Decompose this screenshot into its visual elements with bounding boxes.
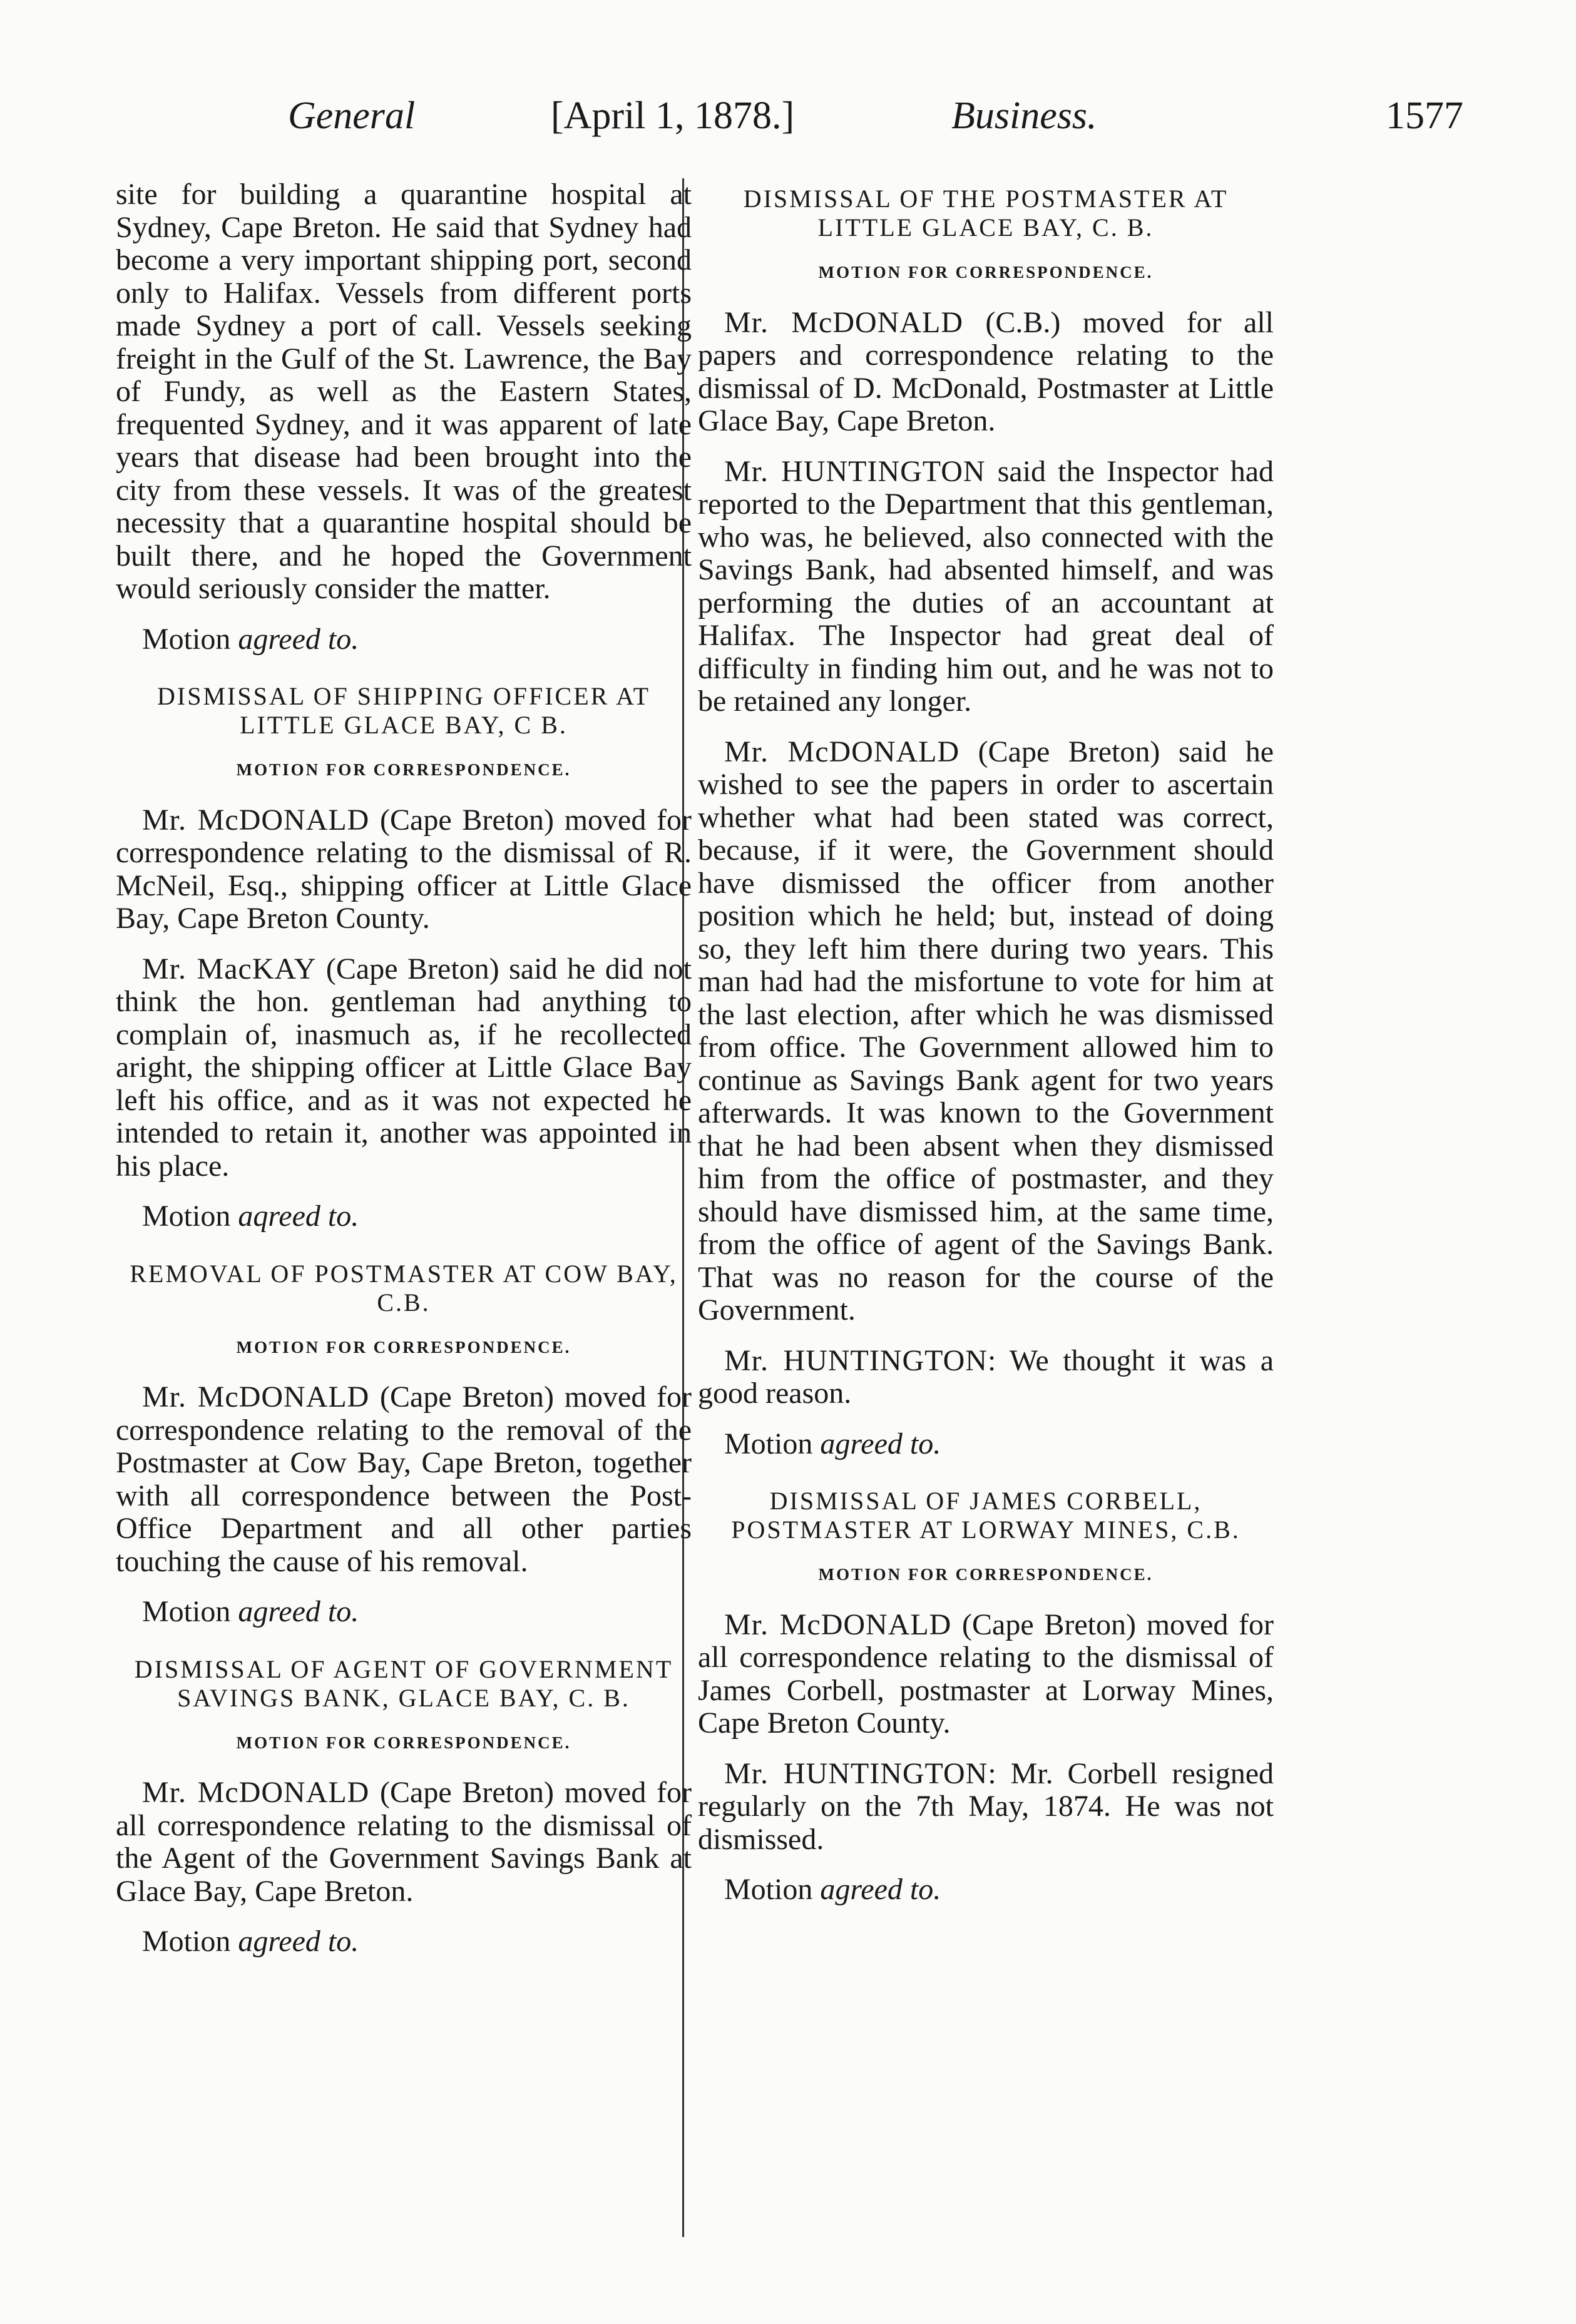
- section-title: DISMISSAL OF JAMES CORBELL, POSTMASTER AT LORWAY MINES, C.B.: [731, 1487, 1241, 1544]
- speech-text: (C.B.) moved for all papers and correspondence relating to the dismissal of D. McDonald, Postmaster at Little Glace Bay, Cape Breton.: [698, 305, 1274, 437]
- speech-text: said the Inspector had reported to the Department that this gentleman, who was, he believed, also connected with the Savings Bank, had absented himself, and was performing the duties of an accountant at Halifax. The Inspector had great deal of difficulty in finding him out, and he was not to be retained any longer.: [698, 454, 1274, 718]
- motion-result: agreed to.: [238, 1595, 359, 1628]
- section-subtitle: MOTION FOR CORRESPONDENCE.: [236, 760, 571, 779]
- motion-word: Motion: [724, 1873, 821, 1906]
- left-column: [116, 178, 692, 1985]
- motion-line: [698, 1428, 1274, 1461]
- speech-paragraph: [698, 736, 1274, 1327]
- speech-paragraph: [116, 1381, 692, 1578]
- speech-text: (Cape Breton) said he wished to see the papers in order to ascertain whether what had been stated was correct, because, if it were, the Government should have dismissed the officer from another position which he held; but, instead of doing so, they left him there during two years. This man had had the misfortune to vote for him at the last election, after which he was dismissed from office. The Government allowed him to continue as Savings Bank agent for two years afterwards. It was known to the Government that he had been absent when they dismissed him from the office of postmaster, and they should have dismissed him, at the same time, from the office of agent of the Savings Bank. That was no reason for the course of the Government.: [698, 735, 1274, 1327]
- speech-paragraph: [698, 1758, 1274, 1857]
- motion-result: aqreed to.: [238, 1200, 359, 1233]
- speech-text: (Cape Breton) moved for all correspondence relating to the dismissal of the Agent of the Government Savings Bank at Glace Bay, Cape Breton.: [116, 1776, 692, 1908]
- speech-paragraph: [116, 1776, 692, 1908]
- section-title: DISMISSAL OF THE POSTMASTER AT LITTLE GLACE BAY, C. B.: [743, 185, 1229, 242]
- speech-text: : We thought it was a good reason.: [698, 1343, 1274, 1410]
- speaker-name: Mr. HUNTINGTON: [724, 1756, 988, 1790]
- motion-word: Motion: [724, 1427, 821, 1460]
- section-subtitle: MOTION FOR CORRESPONDENCE.: [818, 1565, 1154, 1584]
- section-title: DISMISSAL OF SHIPPING OFFICER AT LITTLE GLACE BAY, C B.: [156, 682, 650, 739]
- header-right: Business.: [951, 94, 1097, 137]
- right-column: [698, 178, 1274, 1933]
- motion-word: Motion: [142, 1925, 238, 1958]
- motion-result: agreed to.: [238, 1925, 359, 1958]
- speech-text: (Cape Breton) moved for all correspondence relating to the dismissal of James Corbell, postmaster at Lorway Mines, Cape Breton County.: [698, 1608, 1274, 1740]
- motion-word: Motion: [142, 1595, 238, 1628]
- motion-line: [698, 1873, 1274, 1907]
- section-subtitle: MOTION FOR CORRESPONDENCE.: [236, 1733, 571, 1752]
- section-subtitle: MOTION FOR CORRESPONDENCE.: [818, 263, 1154, 282]
- speech-paragraph: [116, 804, 692, 935]
- speaker-name: Mr. McDONALD: [724, 1608, 952, 1641]
- speaker-name: Mr. HUNTINGTON: [724, 1343, 988, 1377]
- motion-word: Motion: [142, 622, 238, 656]
- speech-paragraph: [698, 456, 1274, 718]
- header-left: General: [288, 94, 416, 137]
- speech-paragraph: [698, 1345, 1274, 1410]
- speaker-name: Mr. McDONALD: [142, 1776, 370, 1809]
- speech-paragraph: [698, 1609, 1274, 1740]
- motion-result: agreed to.: [820, 1873, 941, 1906]
- header-date: [April 1, 1878.]: [551, 94, 795, 137]
- speaker-name: Mr. McDONALD: [724, 735, 960, 768]
- section-title: REMOVAL OF POSTMASTER AT COW BAY, C.B.: [130, 1259, 678, 1317]
- intro-paragraph: site for building a quarantine hospital at Sydney, Cape Breton. He said that Sydney had become a very important shipping port, second only to Halifax. Vessels from different ports made Sydney a port of call. Vessels seeking freight in the Gulf of the St. Lawrence, the Bay of Fundy, as well as the Eastern States, frequented Sydney, and it was apparent of late years that disease had been brought into the city from these vessels. It was of the greatest necessity that a quarantine hospital should be built there, and he hoped the Government would seriously consider the matter.: [116, 178, 692, 605]
- page-header: [113, 94, 1463, 150]
- page-number: 1577: [1386, 94, 1463, 137]
- speech-text: (Cape Breton) moved for correspondence relating to the removal of the Postmaster at Cow Bay, Cape Breton, together with all correspondence between the Post-Office Department and all other parties touching the cause of his removal.: [116, 1380, 692, 1578]
- section-title: DISMISSAL OF AGENT OF GOVERNMENT SAVINGS BANK, GLACE BAY, C. B.: [134, 1654, 673, 1712]
- speech-paragraph: [116, 953, 692, 1183]
- speaker-name: Mr. McDONALD: [142, 1380, 370, 1414]
- speaker-name: Mr. McDONALD: [142, 803, 370, 837]
- section-subtitle: MOTION FOR CORRESPONDENCE.: [236, 1337, 571, 1357]
- speech-paragraph: [698, 307, 1274, 438]
- speaker-name: Mr. HUNTINGTON: [724, 454, 986, 488]
- speech-text: (Cape Breton) moved for correspondence relating to the dismissal of R. McNeil, Esq., shipping officer at Little Glace Bay, Cape Breton County.: [116, 803, 692, 935]
- motion-result: agreed to.: [238, 622, 359, 656]
- speaker-name: Mr. McDONALD: [724, 305, 963, 339]
- motion-line: [116, 1925, 692, 1959]
- motion-word: Motion: [142, 1200, 238, 1233]
- motion-line: [116, 1200, 692, 1233]
- speech-text: (Cape Breton) said he did not think the hon. gentleman had anything to complain of, inasmuch as, if he recollected aright, the shipping officer at Little Glace Bay left his office, and as it was not expected he intended to retain it, another was appointed in his place.: [116, 952, 692, 1183]
- motion-result: agreed to.: [820, 1427, 941, 1460]
- motion-line: [116, 1596, 692, 1629]
- motion-line: [116, 623, 692, 656]
- speaker-name: Mr. MacKAY: [142, 952, 317, 986]
- speech-text: : Mr. Corbell resigned regularly on the 7th May, 1874. He was not dismissed.: [698, 1756, 1274, 1856]
